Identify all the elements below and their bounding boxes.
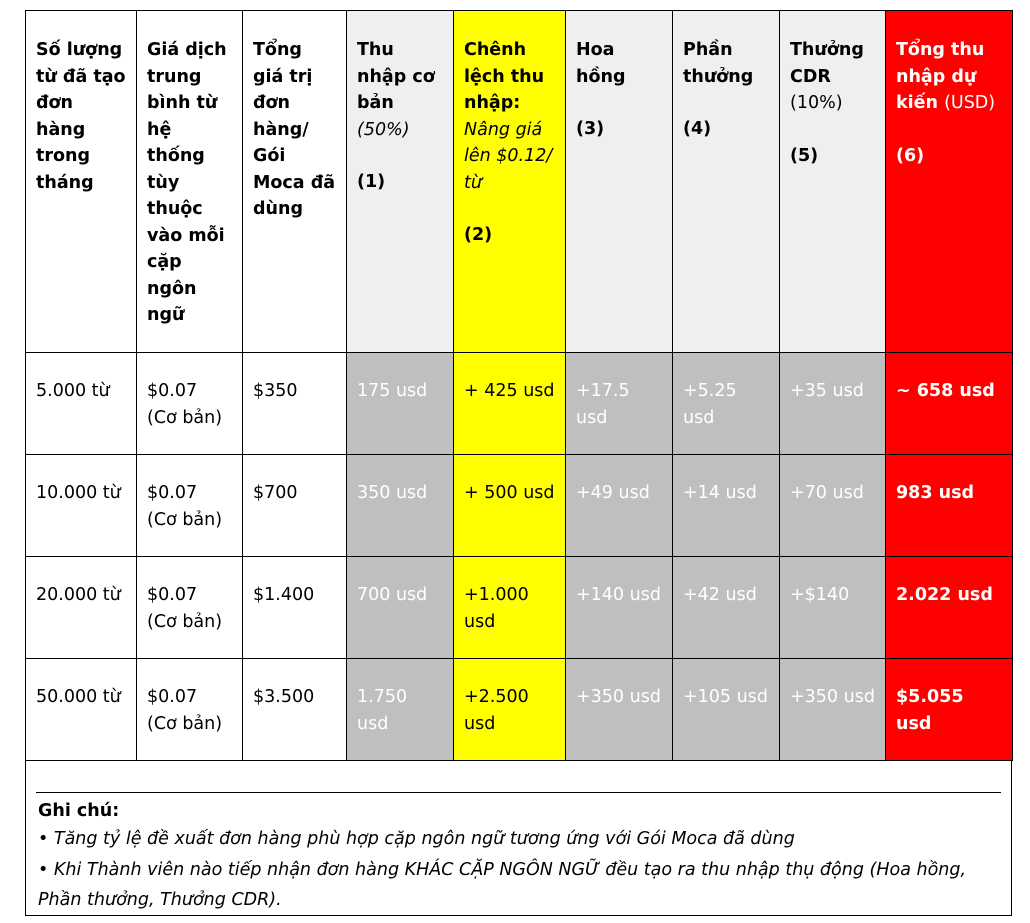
cell-total: $350 xyxy=(243,353,347,455)
cell-total: $1.400 xyxy=(243,557,347,659)
cell-income-difference: +2.500 usd xyxy=(454,659,566,761)
table-row xyxy=(26,455,1013,557)
cell-cdr-bonus: +350 usd xyxy=(780,659,886,761)
cell-base-income: 1.750 usd xyxy=(347,659,454,761)
cell-commission: +17.5 usd xyxy=(566,353,673,455)
cell-words: 50.000 từ xyxy=(26,659,137,761)
cell-income-difference: +1.000 usd xyxy=(454,557,566,659)
cell-income-difference: + 500 usd xyxy=(454,455,566,557)
cell-commission: +49 usd xyxy=(566,455,673,557)
header-total: Tổng giá trị đơn hàng/ Gói Moca đã dùng xyxy=(243,11,347,353)
cell-price: $0.07 (Cơ bản) xyxy=(137,659,243,761)
cell-words: 5.000 từ xyxy=(26,353,137,455)
cell-price: $0.07 (Cơ bản) xyxy=(137,455,243,557)
note-item: • Tăng tỷ lệ đề xuất đơn hàng phù hợp cặp ngôn ngữ tương ứng với Gói Moca đã dùng xyxy=(38,829,795,849)
cell-cdr-bonus: +70 usd xyxy=(780,455,886,557)
cell-price: $0.07 (Cơ bản) xyxy=(137,353,243,455)
header-base-income: Thu nhập cơ bản (50%) (1) xyxy=(347,11,454,353)
note-item: • Khi Thành viên nào tiếp nhận đơn hàng KHÁC CẶP NGÔN NGỮ đều tạo ra thu nhập thụ động (Hoa hồng, xyxy=(38,860,967,880)
cell-expected-income: $5.055 usd xyxy=(886,659,1013,761)
cell-words: 10.000 từ xyxy=(26,455,137,557)
header-reward: Phần thưởng (4) xyxy=(673,11,780,353)
header-price: Giá dịch trung bình từ hệ thống tùy thuộc vào mỗi cặp ngôn ngữ xyxy=(137,11,243,353)
cell-reward: +105 usd xyxy=(673,659,780,761)
cell-reward: +5.25 usd xyxy=(673,353,780,455)
cell-base-income: 175 usd xyxy=(347,353,454,455)
header-cdr-bonus: Thưởng CDR (10%) (5) xyxy=(780,11,886,353)
cell-reward: +14 usd xyxy=(673,455,780,557)
table-row xyxy=(26,353,1013,455)
cell-commission: +350 usd xyxy=(566,659,673,761)
table-row xyxy=(26,659,1013,761)
cell-words: 20.000 từ xyxy=(26,557,137,659)
cell-expected-income: 2.022 usd xyxy=(886,557,1013,659)
cell-base-income: 700 usd xyxy=(347,557,454,659)
cell-reward: +42 usd xyxy=(673,557,780,659)
cell-price: $0.07 (Cơ bản) xyxy=(137,557,243,659)
cell-total: $700 xyxy=(243,455,347,557)
table-row xyxy=(26,557,1013,659)
income-table xyxy=(25,10,1013,761)
cell-total: $3.500 xyxy=(243,659,347,761)
cell-expected-income: ~ 658 usd xyxy=(886,353,1013,455)
notes-title: Ghi chú: xyxy=(38,801,120,821)
notes-divider xyxy=(36,792,1001,793)
note-item-continuation: Phần thưởng, Thưởng CDR). xyxy=(38,890,282,910)
header-expected-income: Tổng thu nhập dự kiến (USD) (6) xyxy=(886,11,1013,353)
cell-cdr-bonus: +$140 xyxy=(780,557,886,659)
cell-commission: +140 usd xyxy=(566,557,673,659)
cell-base-income: 350 usd xyxy=(347,455,454,557)
cell-expected-income: 983 usd xyxy=(886,455,1013,557)
table-header-row xyxy=(26,11,1013,353)
header-words: Số lượng từ đã tạo đơn hàng trong tháng xyxy=(26,11,137,353)
cell-income-difference: + 425 usd xyxy=(454,353,566,455)
header-income-difference: Chênh lệch thu nhập: Nâng giá lên $0.12/ từ (2) xyxy=(454,11,566,353)
notes-section xyxy=(25,761,1012,916)
header-commission: Hoa hồng (3) xyxy=(566,11,673,353)
cell-cdr-bonus: +35 usd xyxy=(780,353,886,455)
